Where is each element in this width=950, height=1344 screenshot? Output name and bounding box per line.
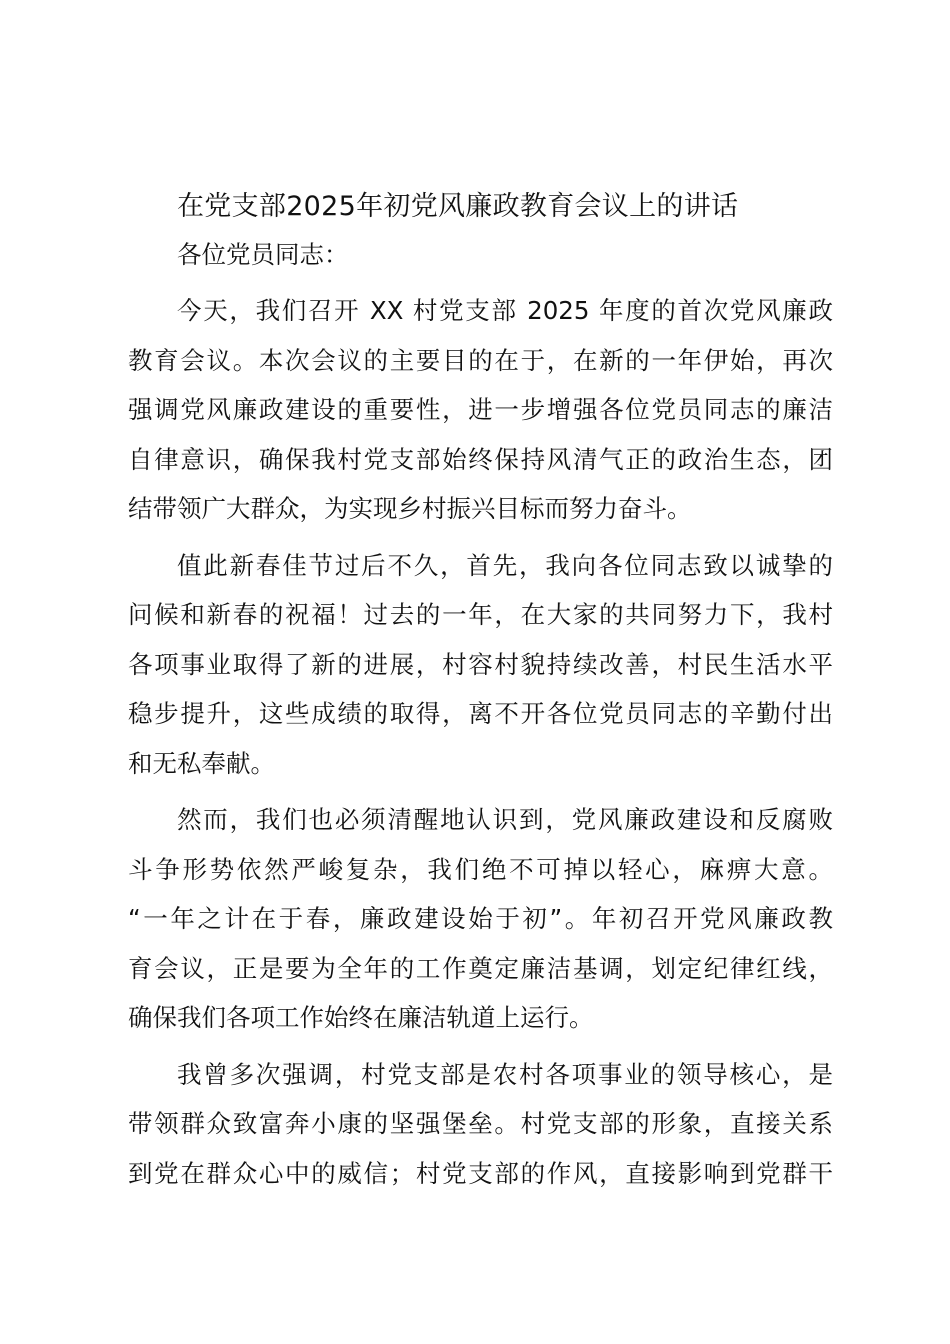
- paragraph-line: 确保我们各项工作始终在廉洁轨道上运行。: [128, 1003, 594, 1032]
- paragraph-emphasis: [128, 1050, 833, 1199]
- paragraph-line: 结带领广大群众，为实现乡村振兴目标而努力奋斗。: [128, 494, 692, 523]
- paragraph-line: 问候和新春的祝福！过去的一年，在大家的共同努力下，我村: [128, 600, 833, 629]
- paragraph-opening: [128, 286, 833, 534]
- paragraph-line: 和无私奉献。: [128, 748, 275, 778]
- paragraph-line: 稳步提升，这些成绩的取得，离不开各位党员同志的辛勤付出: [128, 699, 833, 728]
- document-page: [128, 183, 833, 1198]
- paragraph-line: 强调党风廉政建设的重要性，进一步增强各位党员同志的廉洁: [128, 395, 833, 424]
- paragraph-line: 各项事业取得了新的进展，村容村貌持续改善，村民生活水平: [128, 649, 833, 679]
- paragraph-line: 带领群众致富奔小康的坚强堡垒。村党支部的形象，直接关系: [128, 1109, 833, 1138]
- paragraph-line: “一年之计在于春，廉政建设始于初”。年初召开党风廉政教: [128, 904, 833, 933]
- paragraph-warning: [128, 795, 833, 1043]
- salutation: 各位党员同志：: [177, 240, 349, 269]
- paragraph-line: 今天，我们召开 XX 村党支部 2025 年度的首次党风廉政: [177, 296, 833, 325]
- speech-title: 在党支部2025年初党风廉政教育会议上的讲话: [177, 191, 739, 222]
- paragraph-line: 育会议，正是要为全年的工作奠定廉洁基调，划定纪律红线，: [128, 953, 833, 983]
- paragraph-line: 到党在群众心中的威信；村党支部的作风，直接影响到党群干: [128, 1158, 833, 1188]
- paragraph-line: 然而，我们也必须清醒地认识到，党风廉政建设和反腐败: [177, 805, 833, 834]
- paragraph-line: 斗争形势依然严峻复杂，我们绝不可掉以轻心，麻痹大意。: [128, 854, 833, 884]
- paragraph-line: 自律意识，确保我村党支部始终保持风清气正的政治生态，团: [128, 444, 833, 474]
- paragraph-line: 值此新春佳节过后不久，首先，我向各位同志致以诚挚的: [177, 550, 833, 580]
- paragraph-line: 我曾多次强调，村党支部是农村各项事业的领导核心，是: [177, 1059, 833, 1089]
- paragraph-line: 教育会议。本次会议的主要目的在于，在新的一年伊始，再次: [128, 345, 833, 375]
- paragraph-greetings: [128, 541, 833, 789]
